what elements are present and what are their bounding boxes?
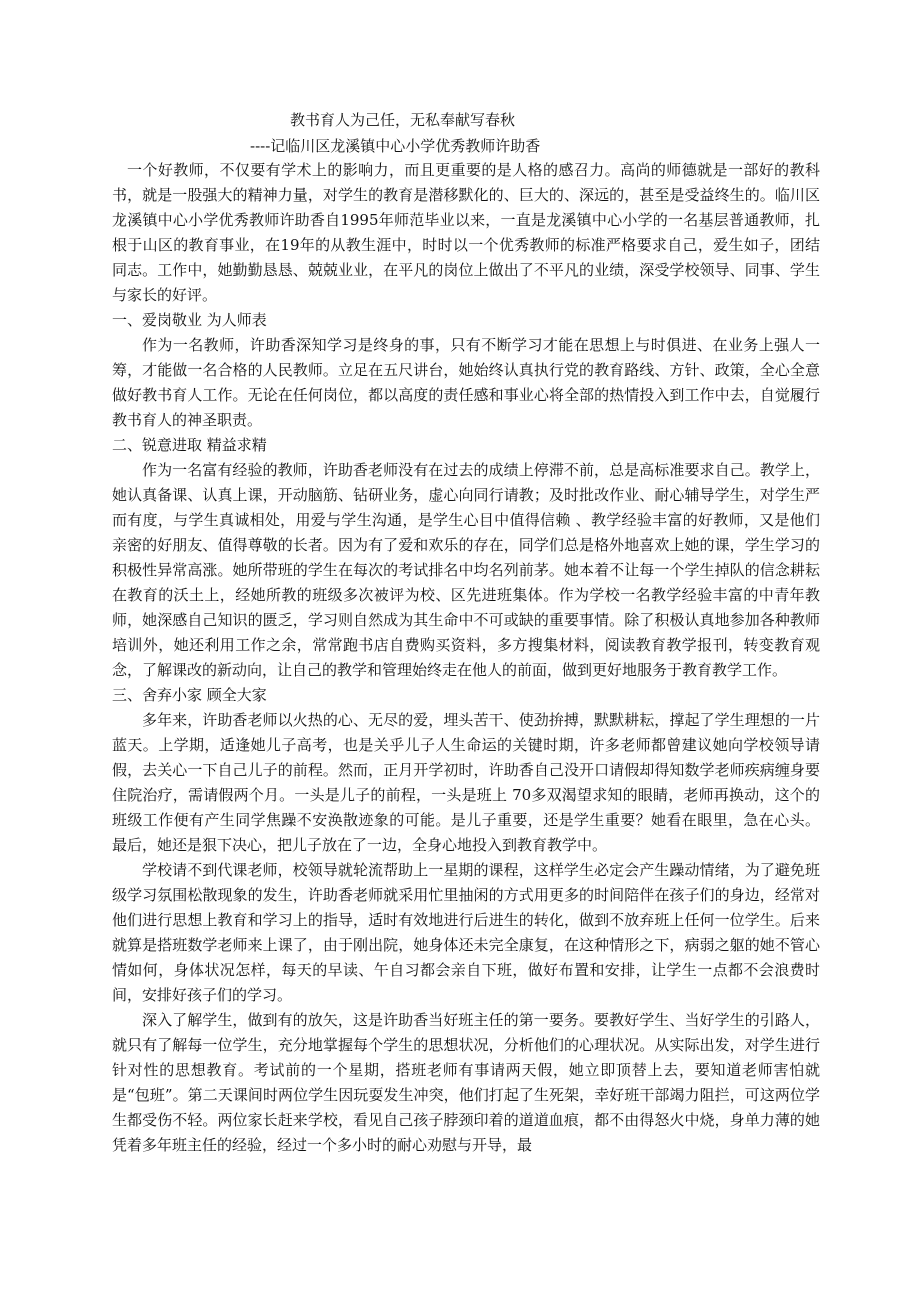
- section-3-paragraph-1: 多年来，许助香老师以火热的心、无尽的爱，埋头苦干、使劲拚搏，默默耕耘，撑起了学生理想的一片蓝天。上学期，适逢她儿子高考，也是关乎儿子人生命运的关键时期，许多老师都曾建议她向学校领导请假，去关心一下自己儿子的前程。然而，正月开学初时，许助香自己没开口请假却得知数学老师疾病缠身要住院治疗，需请假两个月。一头是儿子的前程，一头是班上 70多双渴望求知的眼睛，老师再换动，这个的班级工作便有产生同学焦躁不安涣散迹象的可能。是儿子重要，还是学生重要？她看在眼里，急在心头。 最后，她还是狠下决心，把儿子放在了一边，全身心地投入到教育教学中。: [112, 711, 820, 854]
- document-title: 教书育人为己任，无私奉献写春秋: [290, 111, 516, 129]
- section-heading-1: 一、爱岗敬业 为人师表: [112, 311, 267, 329]
- section-3-paragraph-2: 学校请不到代课老师，校领导就轮流帮助上一星期的课程，这样学生必定会产生躁动情绪，为了避免班级学习氛围松散现象的发生，许助香老师就采用忙里抽闲的方式用更多的时间陪伴在孩子们的身边，经常对他们进行思想上教育和学习上的指导，适时有效地进行后进生的转化，做到不放弃班上任何一位学生。后来就算是搭班数学老师来上课了，由于刚出院，她身体还未完全康复，在这种情形之下，病弱之躯的她不管心情如何，身体状况怎样，每天的早读、午自习都会亲自下班，做好布置和安排，让学生一点都不会浪费时间，安排好孩子们的学习。: [112, 861, 820, 1004]
- document-subtitle: ----记临川区龙溪镇中心小学优秀教师许助香: [250, 137, 541, 155]
- intro-paragraph: 一个好教师，不仅要有学术上的影响力，而且更重要的是人格的感召力。高尚的师德就是一部好的教科书，就是一股强大的精神力量，对学生的教育是潜移默化的、巨大的、深远的，甚至是受益终生的。临川区龙溪镇中心小学优秀教师许助香自1995年师范毕业以来，一直是龙溪镇中心小学的一名基层普通教师，扎根于山区的教育事业，在19年的从教生涯中，时时以一个优秀教师的标准严格要求自己，爱生如子，团结同志。工作中，她勤勤恳恳、兢兢业业，在平凡的岗位上做出了不平凡的业绩，深受学校领导、同事、学生与家长的好评。: [112, 161, 820, 304]
- section-heading-2: 二、锐意进取 精益求精: [112, 436, 267, 454]
- section-3-paragraph-3: 深入了解学生，做到有的放矢，这是许助香当好班主任的第一要务。要教好学生、当好学生的引路人，就只有了解每一位学生，充分地掌握每个学生的思想状况，分析他们的心理状况。从实际出发，对学生进行针对性的思想教育。考试前的一个星期，搭班老师有事请两天假，她立即顶替上去，要知道老师害怕就是“包班”。第二天课间时两位学生因玩耍发生冲突，他们打起了生死架，幸好班干部竭力阻拦，可这两位学生都受伤不轻。两位家长赶来学校，看见自己孩子脖颈印着的道道血痕，都不由得怒火中烧，身单力薄的她凭着多年班主任的经验，经过一个多小时的耐心劝慰与开导，最: [112, 1011, 820, 1154]
- section-1-paragraph-1: 作为一名教师，许助香深知学习是终身的事，只有不断学习才能在思想上与时俱进、在业务上强人一筹，才能做一名合格的人民教师。立足在五尺讲台，她始终认真执行党的教育路线、方针、政策，全心全意做好教书育人工作。无论在任何岗位，都以高度的责任感和事业心将全部的热情投入到工作中去，自觉履行教书育人的神圣职责。: [112, 336, 820, 429]
- section-2-paragraph-1: 作为一名富有经验的教师，许助香老师没有在过去的成绩上停滞不前，总是高标准要求自己。教学上，她认真备课、认真上课，开动脑筋、钻研业务，虚心向同行请教；及时批改作业、耐心辅导学生，对学生严而有度，与学生真诚相处，用爱与学生沟通，是学生心目中值得信赖 、教学经验丰富的好教师，又是他们亲密的好朋友、值得尊敬的长者。因为有了爱和欢乐的存在，同学们总是格外地喜欢上她的课，学生学习的积极性异常高涨。她所带班的学生在每次的考试排名中均名列前茅。她本着不让每一个学生掉队的信念耕耘在教育的沃土上，经她所教的班级多次被评为校、区先进班集体。作为学校一名教学经验丰富的中青年教师，她深感自己知识的匮乏，学习则自然成为其生命中不可或缺的重要事情。除了积极认真地参加各种教师培训外，她还利用工作之余，常常跑书店自费购买资料，多方搜集材料，阅读教育教学报刊，转变教育观念，了解课改的新动向，让自己的教学和管理始终走在他人的前面，做到更好地服务于教育教学工作。: [112, 461, 820, 679]
- section-heading-3: 三、舍弃小家 顾全大家: [112, 686, 267, 704]
